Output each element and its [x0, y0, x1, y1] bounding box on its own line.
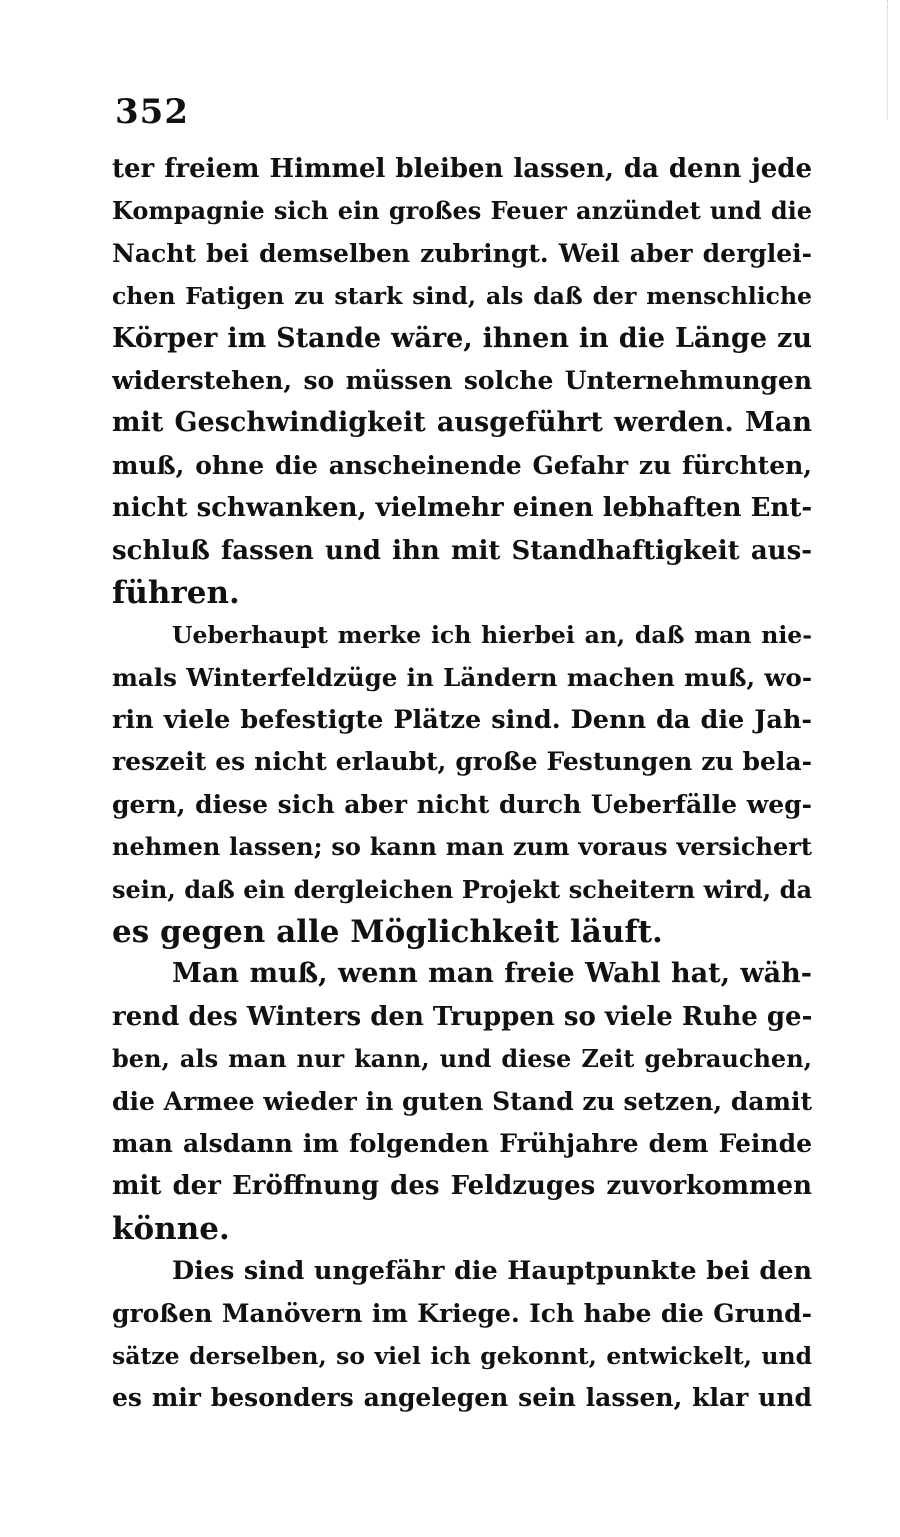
text-line: Ueberhaupt merke ich hierbei an, daß man nie-: [172, 621, 812, 650]
text-line: man alsdann im folgenden Frühjahre dem Feinde: [112, 1128, 812, 1158]
text-line: großen Manövern im Kriege. Ich habe die Grund-: [112, 1298, 812, 1328]
text-line: es gegen alle Möglichkeit läuft.: [112, 914, 663, 951]
text-line: widerstehen, so müssen solche Unternehmungen: [112, 365, 812, 395]
text-line: Kompagnie sich ein großes Feuer anzündet und die: [112, 196, 812, 226]
text-line: rend des Winters den Truppen so viele Ruhe ge-: [112, 1001, 812, 1032]
text-line: mit der Eröffnung des Feldzuges zuvorkommen: [112, 1171, 812, 1202]
text-line: gern, diese sich aber nicht durch Ueberfälle weg-: [112, 789, 812, 819]
text-line: muß, ohne die anscheinende Gefahr zu fürchten,: [112, 450, 812, 480]
text-line: Nacht bei demselben zubringt. Weil aber derglei-: [112, 238, 812, 268]
text-line: ter freiem Himmel bleiben lassen, da denn jede: [112, 154, 812, 184]
text-line: sätze derselben, so viel ich gekonnt, entwickelt, und: [112, 1341, 812, 1370]
text-line: rin viele befestigte Plätze sind. Denn da die Jah-: [112, 705, 812, 736]
text-line: könne.: [112, 1210, 230, 1247]
text-line: nicht schwanken, vielmehr einen lebhaften Ent-: [112, 493, 812, 524]
text-line: mals Winterfeldzüge in Ländern machen muß, wo-: [112, 662, 812, 692]
page-edge-mark: [886, 0, 888, 120]
body-text: [112, 148, 812, 1420]
text-line: es mir besonders angelegen sein lassen, klar und: [112, 1383, 812, 1413]
text-line: chen Fatigen zu stark sind, als daß der menschliche: [112, 282, 812, 311]
page-number: 352: [115, 92, 189, 132]
text-line: führen.: [112, 574, 240, 611]
text-line: ben, als man nur kann, und diese Zeit gebrauchen,: [112, 1044, 812, 1074]
text-line: Körper im Stande wäre, ihnen in die Länge zu: [112, 322, 812, 354]
text-line: mit Geschwindigkeit ausgeführt werden. Man: [112, 407, 812, 439]
text-line: reszeit es nicht erlaubt, große Festungen zu bela-: [112, 747, 812, 777]
text-line: Dies sind ungefähr die Hauptpunkte bei den: [172, 1256, 812, 1287]
text-line: Man muß, wenn man freie Wahl hat, wäh-: [172, 958, 812, 990]
text-line: die Armee wieder in guten Stand zu setzen, damit: [112, 1086, 812, 1116]
text-line: nehmen lassen; so kann man zum voraus versichert: [112, 832, 812, 862]
text-line: schluß fassen und ihn mit Standhaftigkeit aus-: [112, 535, 812, 566]
text-line: sein, daß ein dergleichen Projekt scheitern wird, da: [112, 874, 812, 904]
